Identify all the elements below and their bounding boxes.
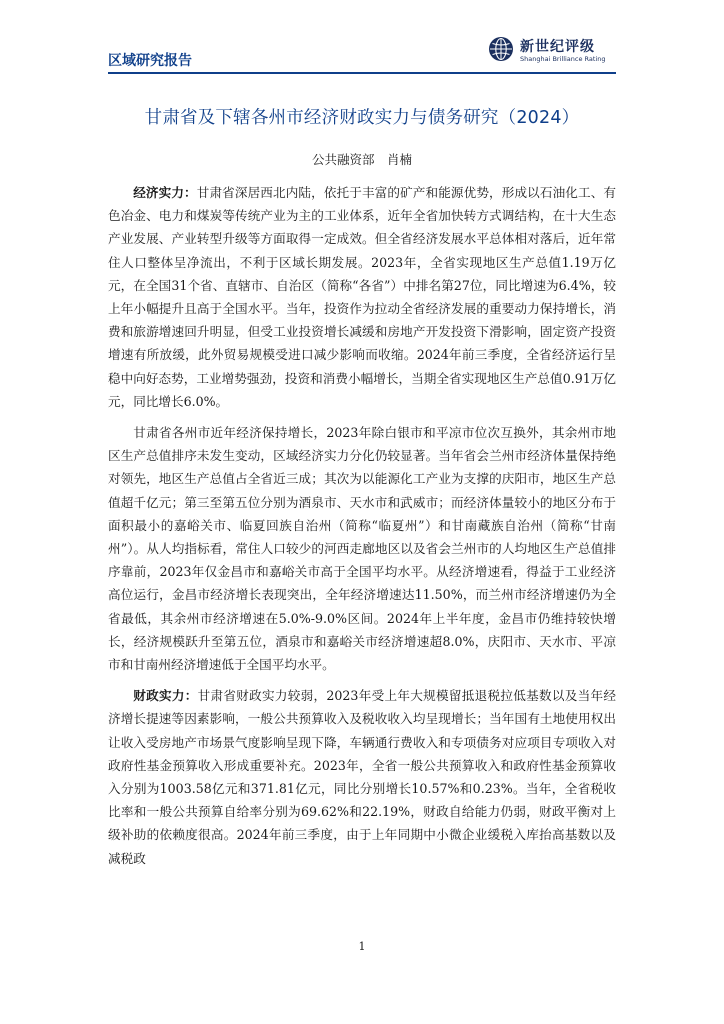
brand-name: 新世纪评级: [520, 39, 595, 55]
document-title: 甘肃省及下辖各州市经济财政实力与债务研究（2024）: [144, 108, 580, 128]
document-author: 公共融资部 肖楠: [311, 152, 412, 167]
page-header: [108, 30, 616, 74]
section-heading-economic: 经济实力：: [133, 185, 197, 200]
globe-icon: [488, 36, 514, 62]
header-divider: [108, 72, 616, 74]
report-category-label: 区域研究报告: [108, 53, 192, 69]
paragraph-text: 甘肃省深居西北内陆，依托于丰富的矿产和能源优势，形成以石油化工、有色冶金、电力和煤炭等传统产业为主的工业体系，近年全省加快转方式调结构，在十大生态产业发展、产业转型升级等方面取得一定成效。但全省经济发展水平总体相对落后，近年常住人口整体呈净流出，不利于区域长期发展。2023年，全省实现地区生产总值1.19万亿元，在全国31个省、直辖市、自治区（简称“各省”）中排名第27位，同比增速为6.4%，较上年小幅提升且高于全国水平。当年，投资作为拉动全省经济发展的重要动力保持增长，消费和旅游增速回升明显，但受工业投资增长减缓和房地产开发投资下滑影响，固定资产投资增速有所放缓，此外贸易规模受进口减少影响而收缩。2024年前三季度，全省经济运行呈稳中向好态势，工业增势强劲，投资和消费小幅增长，当期全省实现地区生产总值0.91万亿元，同比增长6.0%。: [108, 185, 617, 409]
document-body: [108, 181, 616, 878]
paragraph-text: 甘肃省各州市近年经济保持增长，2023年除白银市和平凉市位次互换外，其余州市地区生产总值排序未发生变动，区域经济实力分化仍较显著。当年省会兰州市经济体量保持绝对领先，地区生产总值占全省近三成；其次为以能源化工产业为支撑的庆阳市，地区生产总值超千亿元；第三至第五位分别为酒泉市、天水市和武威市；而经济体量较小的地区分布于面积最小的嘉峪关市、临夏回族自治州（简称“临夏州”）和甘南藏族自治州（简称“甘南州”）。从人均指标看，常住人口较少的河西走廊地区以及省会兰州市的人均地区生产总值排序靠前，2023年仅金昌市和嘉峪关市高于全国平均水平。从经济增速看，得益于工业经济高位运行，金昌市经济增长表现突出，全年经济增速达11.50%，而兰州市经济增速仍为全省最低，其余州市经济增速在5.0%-9.0%区间。2024年上半年度，金昌市仍维持较快增长，经济规模跃升至第五位，酒泉市和嘉峪关市经济增速超8.0%，庆阳市、天水市、平凉市和甘南州经济增速低于全国平均水平。: [108, 425, 616, 673]
brand-english-name: Shanghai Brilliance Rating: [520, 55, 606, 63]
paragraph-economic-strength: [108, 181, 616, 413]
brand-logo-block: [488, 30, 616, 68]
section-heading-fiscal: 财政实力：: [133, 688, 198, 704]
paragraph-prefecture-economy: [108, 421, 616, 676]
paragraph-text: 甘肃省财政实力较弱，2023年受上年大规模留抵退税拉低基数以及当年经济增长提速等因素影响，一般公共预算收入及税收收入均呈现增长；当年国有土地使用权出让收入受房地产市场景气度影响呈现下降，车辆通行费收入和专项债务对应项目专项收入对政府性基金预算收入形成重要补充。2023年，全省一般公共预算收入和政府性基金预算收入分别为1003.58亿元和371.81亿元，同比分别增长10.57%和0.23%。当年，全省税收比率和一般公共预算自给率分别为69.62%和22.19%，财政自给能力仍弱，财政平衡对上级补助的依赖度很高。2024年前三季度，由于上年同期中小微企业缓税入库抬高基数以及减税政: [108, 688, 617, 866]
page-number: 1: [358, 940, 366, 953]
paragraph-fiscal-strength: [108, 684, 616, 870]
